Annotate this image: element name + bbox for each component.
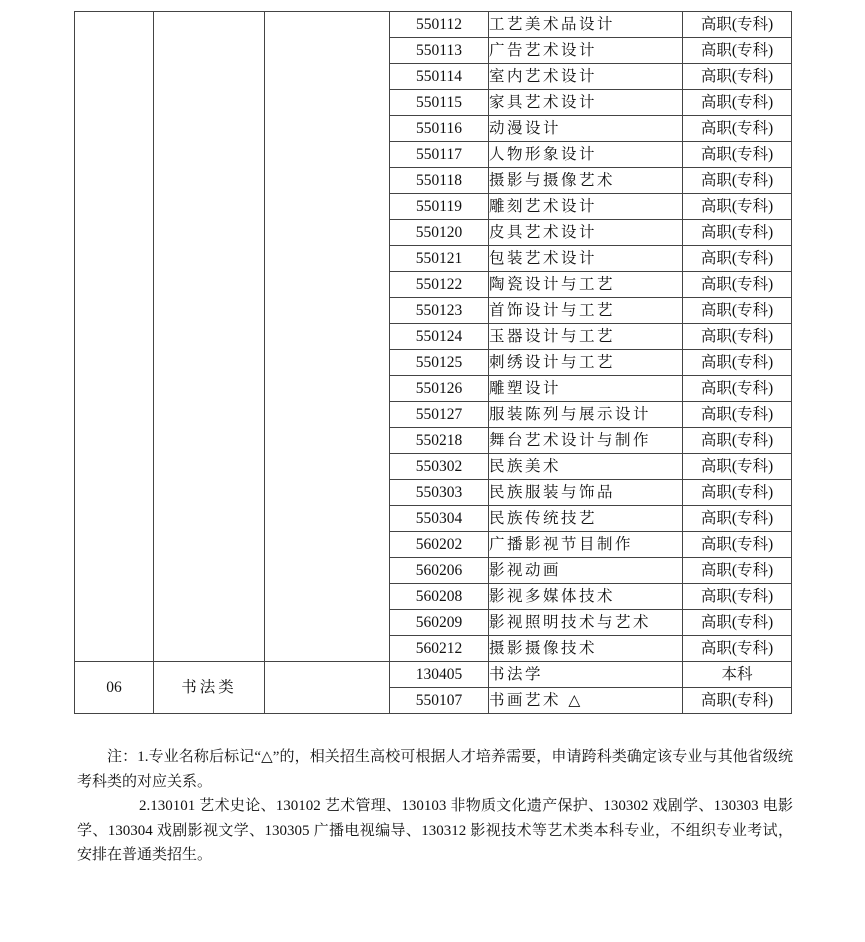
major-name: 皮具艺术设计 [489,220,683,246]
major-name: 工艺美术品设计 [489,12,683,38]
major-name: 室内艺术设计 [489,64,683,90]
major-name: 首饰设计与工艺 [489,298,683,324]
major-name: 雕刻艺术设计 [489,194,683,220]
major-name: 雕塑设计 [489,376,683,402]
education-level: 高职(专科) [683,194,792,220]
education-level: 高职(专科) [683,636,792,662]
education-level: 高职(专科) [683,12,792,38]
major-name: 影视多媒体技术 [489,584,683,610]
category-code: 06 [75,662,154,714]
major-name: 民族传统技艺 [489,506,683,532]
major-code: 550121 [390,246,489,272]
major-code: 550119 [390,194,489,220]
major-code: 550123 [390,298,489,324]
category-name: 书法类 [154,662,265,714]
education-level: 高职(专科) [683,272,792,298]
education-level: 高职(专科) [683,168,792,194]
major-name: 动漫设计 [489,116,683,142]
major-code: 550117 [390,142,489,168]
education-level: 高职(专科) [683,38,792,64]
education-level: 高职(专科) [683,428,792,454]
major-code: 130405 [390,662,489,688]
major-code: 550116 [390,116,489,142]
major-code: 550113 [390,38,489,64]
education-level: 高职(专科) [683,350,792,376]
major-code: 550126 [390,376,489,402]
notes-section [77,745,793,868]
major-name: 舞台艺术设计与制作 [489,428,683,454]
major-name: 广告艺术设计 [489,38,683,64]
note-2: 2.130101 艺术史论、130102 艺术管理、130103 非物质文化遗产保护、130302 戏剧学、130303 电影学、130304 戏剧影视文学、130305 广播电视编导、130312 影视技术等艺术类本科专业，不组织专业考试，安排在普通类招生。 [77,798,793,863]
category-name-cell [154,12,265,662]
major-name: 书法学 [489,662,683,688]
major-name: 民族美术 [489,454,683,480]
education-level: 高职(专科) [683,584,792,610]
major-code: 550115 [390,90,489,116]
major-name: 陶瓷设计与工艺 [489,272,683,298]
major-code: 550107 [390,688,489,714]
major-name: 书画艺术 △ [489,688,683,714]
major-name: 摄影与摄像艺术 [489,168,683,194]
education-level: 本科 [683,662,792,688]
table-row [75,12,792,38]
major-name: 广播影视节目制作 [489,532,683,558]
major-code: 550303 [390,480,489,506]
major-code: 550127 [390,402,489,428]
major-code: 550112 [390,12,489,38]
major-code: 560209 [390,610,489,636]
education-level: 高职(专科) [683,532,792,558]
major-code: 550120 [390,220,489,246]
major-code: 550218 [390,428,489,454]
education-level: 高职(专科) [683,480,792,506]
major-code: 560206 [390,558,489,584]
education-level: 高职(专科) [683,298,792,324]
major-code: 550125 [390,350,489,376]
major-code: 550118 [390,168,489,194]
major-name: 民族服装与饰品 [489,480,683,506]
major-name: 刺绣设计与工艺 [489,350,683,376]
major-code: 550302 [390,454,489,480]
major-name: 影视动画 [489,558,683,584]
major-name: 摄影摄像技术 [489,636,683,662]
major-name: 服装陈列与展示设计 [489,402,683,428]
major-catalog-table [74,11,792,714]
major-code: 560212 [390,636,489,662]
education-level: 高职(专科) [683,116,792,142]
major-code: 560202 [390,532,489,558]
major-name: 影视照明技术与艺术 [489,610,683,636]
major-name: 包装艺术设计 [489,246,683,272]
education-level: 高职(专科) [683,90,792,116]
education-level: 高职(专科) [683,402,792,428]
education-level: 高职(专科) [683,220,792,246]
major-code: 550122 [390,272,489,298]
education-level: 高职(专科) [683,454,792,480]
major-name: 家具艺术设计 [489,90,683,116]
education-level: 高职(专科) [683,506,792,532]
education-level: 高职(专科) [683,558,792,584]
table-row [75,662,792,688]
major-code: 560208 [390,584,489,610]
major-code: 550124 [390,324,489,350]
education-level: 高职(专科) [683,324,792,350]
note-1: 注：1.专业名称后标记“△”的，相关招生高校可根据人才培养需要，申请跨科类确定该专业与其他省级统考科类的对应关系。 [77,749,793,790]
education-level: 高职(专科) [683,142,792,168]
education-level: 高职(专科) [683,246,792,272]
education-level: 高职(专科) [683,610,792,636]
major-code: 550304 [390,506,489,532]
major-name: 人物形象设计 [489,142,683,168]
category-note-cell [265,662,390,714]
education-level: 高职(专科) [683,688,792,714]
education-level: 高职(专科) [683,376,792,402]
category-note-cell [265,12,390,662]
category-code-cell [75,12,154,662]
major-name: 玉器设计与工艺 [489,324,683,350]
education-level: 高职(专科) [683,64,792,90]
major-code: 550114 [390,64,489,90]
